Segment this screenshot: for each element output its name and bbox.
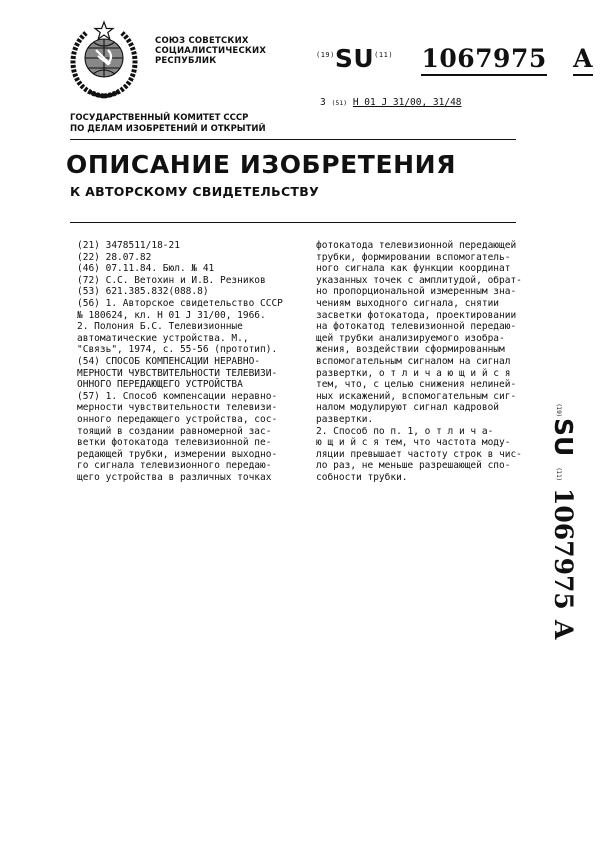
- left-column-line: мерности чувствительности телевизи-: [77, 402, 278, 414]
- inid-code-51: (51): [331, 99, 348, 107]
- kind-code: A: [573, 44, 593, 76]
- right-column-line: вспомогательным сигналом на сигнал: [316, 355, 511, 367]
- right-column-line: развертки, о т л и ч а ю щ и й с я: [316, 367, 511, 379]
- ipc-edition: 3: [320, 97, 326, 108]
- left-column-line: (57) 1. Способ компенсации неравно-: [77, 390, 278, 402]
- header-divider: [70, 139, 516, 140]
- right-column-line: ных искажений, вспомогательным сиг-: [316, 390, 517, 402]
- right-column-line: собности трубки.: [316, 471, 408, 483]
- org-line: СОЦИАЛИСТИЧЕСКИХ: [155, 46, 267, 56]
- inid-code-19: (19): [316, 51, 335, 59]
- right-column: [316, 240, 522, 483]
- right-column-line: 2. Способ по п. 1, о т л и ч а-: [316, 425, 494, 437]
- publication-number: [316, 44, 593, 73]
- document-title: ОПИСАНИЕ ИЗОБРЕТЕНИЯ: [66, 150, 457, 179]
- committee-name: [70, 113, 266, 135]
- side-inid-11: (11): [555, 468, 562, 481]
- org-line: РЕСПУБЛИК: [155, 56, 217, 66]
- left-column-line: (56) 1. Авторское свидетельство СССР: [77, 297, 283, 309]
- left-column-line: ОННОГО ПЕРЕДАЮЩЕГО УСТРОЙСТВА: [77, 379, 243, 391]
- side-inid-19: (19): [555, 404, 562, 417]
- left-column-line: (53) 621.385.832(088.8): [77, 286, 209, 298]
- left-column-line: (21) 3478511/18-21: [77, 240, 180, 251]
- left-column-line: "Связь", 1974, с. 55-56 (прототип).: [77, 344, 278, 356]
- left-column-line: (72) С.С. Ветохин и И.В. Резников: [77, 274, 266, 286]
- right-column-line: ю щ и й с я тем, что частота моду-: [316, 437, 511, 449]
- left-column-line: редающей трубки, измерении выходно-: [77, 448, 278, 460]
- right-column-line: но пропорциональной измеренным зна-: [316, 286, 517, 298]
- right-column-line: ного сигнала как функции координат: [316, 263, 511, 275]
- side-publication-stamp: [527, 388, 578, 668]
- right-column-line: ляции превышает частоту строк в чис-: [316, 448, 522, 460]
- side-document-number: 1067975: [549, 488, 578, 610]
- left-column-line: № 180624, кл. Н 01 J 31/00, 1966.: [77, 309, 266, 321]
- ipc-codes: H 01 J 31/00, 31/48: [352, 97, 462, 108]
- right-column-line: трубки, формировании вспомогатель-: [316, 251, 511, 263]
- right-column-line: тем, что, с целью снижения нелиней-: [316, 379, 517, 391]
- left-column-line: го сигнала телевизионного передаю-: [77, 460, 272, 472]
- right-column-line: жения, воздействии сформированным: [316, 344, 505, 356]
- left-column-line: онного передающего устройства, сос-: [77, 413, 278, 425]
- country-name: [155, 36, 266, 66]
- inid-code-11: (11): [374, 51, 394, 59]
- right-column-line: засветки фотокатода, проектировании: [316, 309, 517, 321]
- right-column-line: фотокатода телевизионной передающей: [316, 240, 517, 251]
- left-column-line: МЕРНОСТИ ЧУВСТВИТЕЛЬНОСТИ ТЕЛЕВИЗИ-: [77, 367, 278, 379]
- org-line: СОЮЗ СОВЕТСКИХ: [155, 36, 249, 46]
- right-column-line: щей трубки анализируемого изобра-: [316, 332, 505, 344]
- document-subtitle: К АВТОРСКОМУ СВИДЕТЕЛЬСТВУ: [70, 184, 320, 199]
- right-column-line: развертки.: [316, 413, 374, 425]
- left-column-line: (54) СПОСОБ КОМПЕНСАЦИИ НЕРАВНО-: [77, 355, 261, 367]
- ipc-classification: [320, 97, 462, 108]
- left-column-line: тоящий в создании равномерной зас-: [77, 425, 272, 437]
- right-column-line: налом модулируют сигнал кадровой: [316, 402, 500, 414]
- country-code: SU: [334, 44, 375, 73]
- title-divider: [70, 222, 516, 223]
- committee-line: ГОСУДАРСТВЕННЫЙ КОМИТЕТ СССР: [70, 113, 249, 123]
- side-country-code: SU: [549, 418, 578, 457]
- left-column-line: автоматические устройства. М.,: [77, 332, 249, 344]
- ussr-emblem: [68, 20, 140, 100]
- right-column-line: указанных точек с амплитудой, обрат-: [316, 274, 522, 286]
- left-column-line: 2. Полония Б.С. Телевизионные: [77, 321, 243, 333]
- left-column-line: ветки фотокатода телевизионной пе-: [77, 437, 272, 449]
- left-column: [77, 240, 283, 483]
- document-number: 1067975: [421, 44, 546, 76]
- left-column-line: (46) 07.11.84. Бюл. № 41: [77, 263, 215, 275]
- committee-line: ПО ДЕЛАМ ИЗОБРЕТЕНИЙ И ОТКРЫТИЙ: [70, 124, 266, 134]
- left-column-line: щего устройства в различных точках: [77, 471, 272, 483]
- side-kind-code: A: [549, 620, 578, 640]
- left-column-line: (22) 28.07.82: [77, 251, 152, 263]
- right-column-line: на фотокатод телевизионной передаю-: [316, 321, 517, 333]
- right-column-line: ло раз, не меньше разрешающей спо-: [316, 460, 511, 472]
- right-column-line: чениям выходного сигнала, снятии: [316, 297, 500, 309]
